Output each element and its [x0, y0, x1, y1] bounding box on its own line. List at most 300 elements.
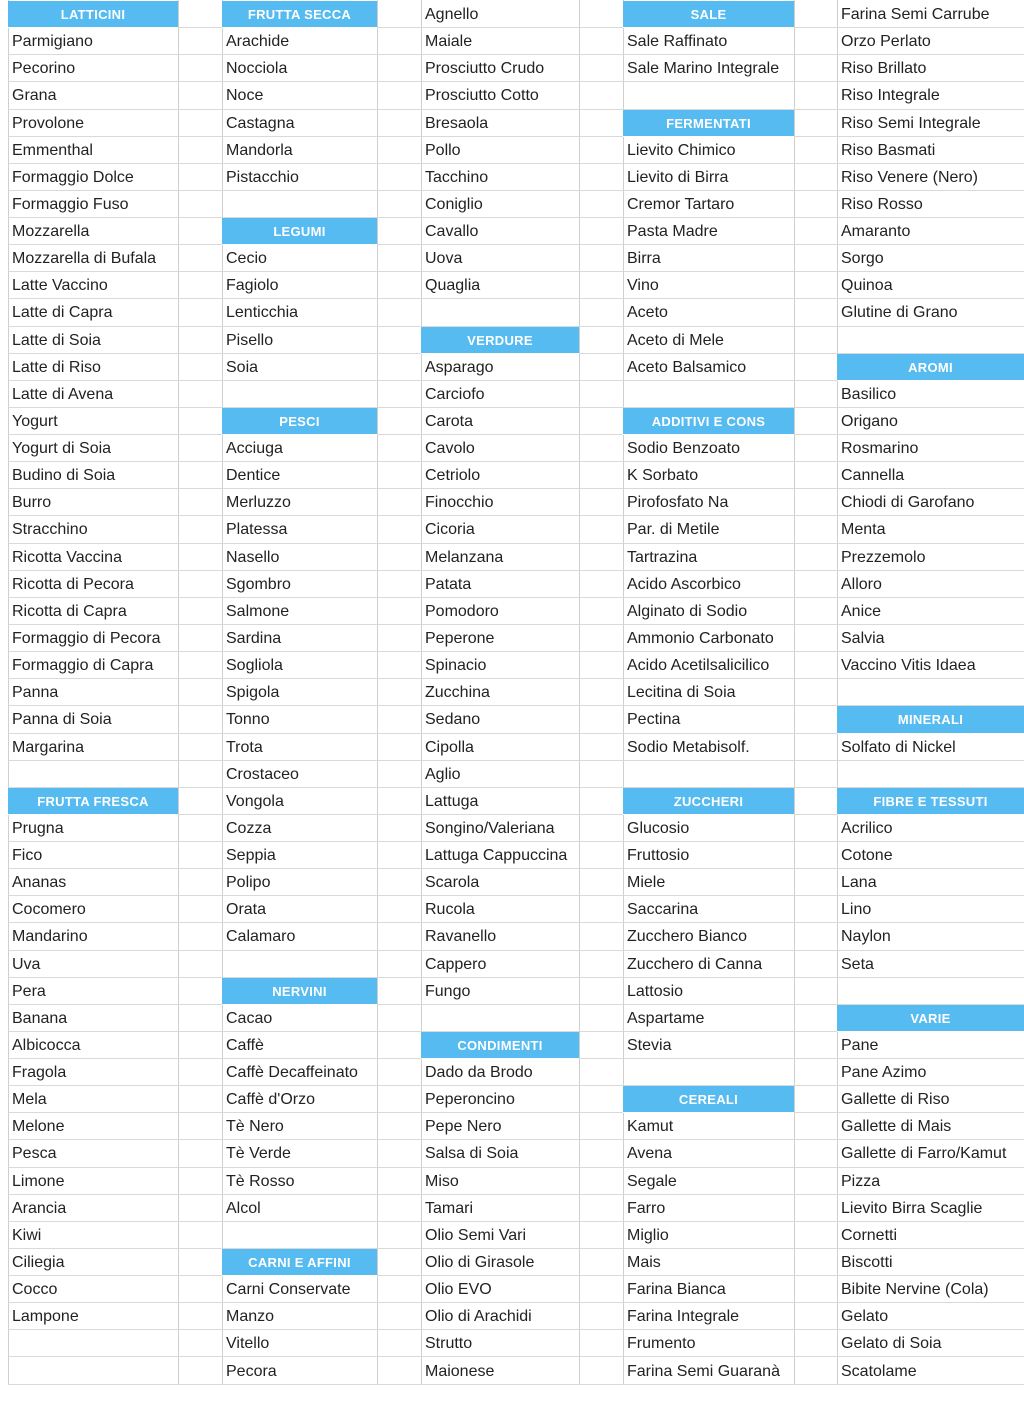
gap-cell — [794, 1113, 837, 1140]
gap-cell — [579, 951, 623, 978]
food-item: Gallette di Mais — [837, 1113, 1024, 1140]
food-item: Lattuga Cappuccina — [421, 842, 579, 869]
food-item: Noce — [222, 82, 377, 109]
gap-cell — [794, 272, 837, 299]
food-item: Gallette di Riso — [837, 1086, 1024, 1113]
gap-cell — [579, 1086, 623, 1113]
food-item: Mandarino — [8, 923, 178, 950]
gap-cell — [377, 1195, 421, 1222]
gap-cell — [579, 1059, 623, 1086]
gap-cell — [377, 896, 421, 923]
gap-cell — [579, 327, 623, 354]
empty-cell — [222, 1222, 377, 1249]
food-item: Arancia — [8, 1195, 178, 1222]
gap-cell — [579, 869, 623, 896]
gap-cell — [794, 625, 837, 652]
gap-cell — [579, 706, 623, 733]
gap-cell — [794, 1059, 837, 1086]
food-item: Sale Marino Integrale — [623, 55, 794, 82]
food-item: Fagiolo — [222, 272, 377, 299]
empty-cell — [8, 1358, 178, 1385]
food-item: Olio di Arachidi — [421, 1303, 579, 1330]
food-item: Alloro — [837, 571, 1024, 598]
gap-cell — [579, 191, 623, 218]
food-item: Aglio — [421, 761, 579, 788]
gap-cell — [794, 1168, 837, 1195]
gap-cell — [794, 245, 837, 272]
gap-cell — [377, 1086, 421, 1113]
food-item: Caffè — [222, 1032, 377, 1059]
food-item: Spinacio — [421, 652, 579, 679]
food-item: Cannella — [837, 462, 1024, 489]
gap-cell — [377, 706, 421, 733]
food-item: Lievito Chimico — [623, 137, 794, 164]
gap-cell — [579, 544, 623, 571]
food-item: Carni Conservate — [222, 1276, 377, 1303]
gap-cell — [377, 679, 421, 706]
gap-cell — [377, 327, 421, 354]
gap-cell — [178, 679, 222, 706]
food-item: Platessa — [222, 516, 377, 543]
food-item: Crostaceo — [222, 761, 377, 788]
empty-cell — [623, 82, 794, 109]
food-item: Ammonio Carbonato — [623, 625, 794, 652]
food-item: Peperone — [421, 625, 579, 652]
gap-cell — [377, 1330, 421, 1357]
gap-cell — [377, 1303, 421, 1330]
food-item: Miglio — [623, 1222, 794, 1249]
food-item: Prosciutto Crudo — [421, 55, 579, 82]
food-item: Cicoria — [421, 516, 579, 543]
gap-cell — [178, 164, 222, 191]
gap-cell — [178, 1, 222, 28]
food-item: Seta — [837, 951, 1024, 978]
food-item: Formaggio di Capra — [8, 652, 178, 679]
food-item: Parmigiano — [8, 28, 178, 55]
gap-cell — [178, 923, 222, 950]
food-item: Stracchino — [8, 516, 178, 543]
food-item: Finocchio — [421, 489, 579, 516]
gap-cell — [178, 1249, 222, 1276]
empty-cell — [8, 1330, 178, 1357]
food-item: Orata — [222, 896, 377, 923]
gap-cell — [377, 110, 421, 137]
gap-cell — [377, 1059, 421, 1086]
gap-cell — [794, 462, 837, 489]
food-item: Cappero — [421, 951, 579, 978]
gap-cell — [178, 788, 222, 815]
food-item: Nocciola — [222, 55, 377, 82]
gap-cell — [794, 1249, 837, 1276]
food-item: Segale — [623, 1168, 794, 1195]
food-item: Naylon — [837, 923, 1024, 950]
empty-cell — [837, 978, 1024, 1005]
food-item: Farina Integrale — [623, 1303, 794, 1330]
food-item: Uova — [421, 245, 579, 272]
food-item: Gallette di Farro/Kamut — [837, 1140, 1024, 1167]
gap-cell — [178, 299, 222, 326]
food-item: Pomodoro — [421, 598, 579, 625]
food-item: Pirofosfato Na — [623, 489, 794, 516]
gap-cell — [579, 625, 623, 652]
food-item: Prosciutto Cotto — [421, 82, 579, 109]
gap-cell — [377, 218, 421, 245]
gap-cell — [579, 28, 623, 55]
food-item: Ravanello — [421, 923, 579, 950]
food-item: Bresaola — [421, 110, 579, 137]
food-item: Arachide — [222, 28, 377, 55]
food-item: Budino di Soia — [8, 462, 178, 489]
gap-cell — [794, 55, 837, 82]
food-item: Solfato di Nickel — [837, 734, 1024, 761]
gap-cell — [579, 516, 623, 543]
gap-cell — [178, 1358, 222, 1385]
food-item: Tonno — [222, 706, 377, 733]
gap-cell — [178, 571, 222, 598]
food-item: Polipo — [222, 869, 377, 896]
gap-cell — [794, 951, 837, 978]
food-item: Pectina — [623, 706, 794, 733]
category-header: MINERALI — [837, 706, 1024, 733]
food-item: Lana — [837, 869, 1024, 896]
food-item: Trota — [222, 734, 377, 761]
food-item: Cozza — [222, 815, 377, 842]
food-item: Pasta Madre — [623, 218, 794, 245]
food-item: Ricotta Vaccina — [8, 544, 178, 571]
food-item: Aceto — [623, 299, 794, 326]
food-item: Glutine di Grano — [837, 299, 1024, 326]
food-item: Chiodi di Garofano — [837, 489, 1024, 516]
gap-cell — [794, 788, 837, 815]
gap-cell — [579, 435, 623, 462]
food-item: Peperoncino — [421, 1086, 579, 1113]
gap-cell — [178, 245, 222, 272]
food-item: Olio EVO — [421, 1276, 579, 1303]
gap-cell — [178, 110, 222, 137]
food-item: Songino/Valeriana — [421, 815, 579, 842]
food-item: Zucchero di Canna — [623, 951, 794, 978]
gap-cell — [579, 788, 623, 815]
gap-cell — [794, 516, 837, 543]
gap-cell — [794, 408, 837, 435]
food-item: Riso Rosso — [837, 191, 1024, 218]
gap-cell — [377, 951, 421, 978]
food-item: Melanzana — [421, 544, 579, 571]
gap-cell — [579, 408, 623, 435]
food-item: Quinoa — [837, 272, 1024, 299]
food-item: Dentice — [222, 462, 377, 489]
gap-cell — [579, 55, 623, 82]
gap-cell — [579, 489, 623, 516]
gap-cell — [794, 28, 837, 55]
food-item: Lievito di Birra — [623, 164, 794, 191]
gap-cell — [178, 1140, 222, 1167]
food-item: Sodio Benzoato — [623, 435, 794, 462]
food-item: Saccarina — [623, 896, 794, 923]
gap-cell — [794, 734, 837, 761]
food-item: Panna di Soia — [8, 706, 178, 733]
food-item: Aspartame — [623, 1005, 794, 1032]
gap-cell — [794, 1195, 837, 1222]
food-item: Strutto — [421, 1330, 579, 1357]
gap-cell — [579, 571, 623, 598]
food-item: Cetriolo — [421, 462, 579, 489]
food-item: Banana — [8, 1005, 178, 1032]
gap-cell — [178, 1005, 222, 1032]
food-item: Kamut — [623, 1113, 794, 1140]
food-item: Pera — [8, 978, 178, 1005]
gap-cell — [579, 1, 623, 28]
gap-cell — [178, 462, 222, 489]
category-header: ADDITIVI E CONS — [623, 408, 794, 435]
gap-cell — [579, 679, 623, 706]
gap-cell — [794, 1140, 837, 1167]
food-item: Emmenthal — [8, 137, 178, 164]
food-item: Pane — [837, 1032, 1024, 1059]
food-item: Birra — [623, 245, 794, 272]
gap-cell — [178, 408, 222, 435]
gap-cell — [377, 28, 421, 55]
category-header: PESCI — [222, 408, 377, 435]
category-header: SALE — [623, 1, 794, 28]
food-item: Riso Basmati — [837, 137, 1024, 164]
gap-cell — [178, 327, 222, 354]
food-item: Grana — [8, 82, 178, 109]
food-item: Pollo — [421, 137, 579, 164]
food-item: Nasello — [222, 544, 377, 571]
food-item: Prezzemolo — [837, 544, 1024, 571]
empty-cell — [421, 1005, 579, 1032]
gap-cell — [579, 923, 623, 950]
gap-cell — [794, 544, 837, 571]
gap-cell — [178, 869, 222, 896]
food-item: Basilico — [837, 381, 1024, 408]
food-item: Lattuga — [421, 788, 579, 815]
food-item: Miso — [421, 1168, 579, 1195]
gap-cell — [178, 82, 222, 109]
food-item: Caffè Decaffeinato — [222, 1059, 377, 1086]
gap-cell — [377, 1140, 421, 1167]
food-item: Vino — [623, 272, 794, 299]
food-item: Farro — [623, 1195, 794, 1222]
gap-cell — [178, 734, 222, 761]
gap-cell — [377, 1358, 421, 1385]
food-item: Riso Semi Integrale — [837, 110, 1024, 137]
food-item: Caffè d'Orzo — [222, 1086, 377, 1113]
food-item: Acido Ascorbico — [623, 571, 794, 598]
category-header: LATTICINI — [8, 1, 178, 28]
food-item: K Sorbato — [623, 462, 794, 489]
gap-cell — [579, 896, 623, 923]
gap-cell — [178, 218, 222, 245]
gap-cell — [178, 381, 222, 408]
food-item: Salsa di Soia — [421, 1140, 579, 1167]
food-item: Latte di Avena — [8, 381, 178, 408]
gap-cell — [579, 1276, 623, 1303]
food-item: Farina Semi Guaranà — [623, 1358, 794, 1385]
gap-cell — [579, 815, 623, 842]
food-item: Soia — [222, 354, 377, 381]
food-item: Latte Vaccino — [8, 272, 178, 299]
gap-cell — [794, 1358, 837, 1385]
food-item: Lampone — [8, 1303, 178, 1330]
gap-cell — [178, 435, 222, 462]
food-item: Bibite Nervine (Cola) — [837, 1276, 1024, 1303]
gap-cell — [579, 272, 623, 299]
empty-cell — [837, 761, 1024, 788]
gap-cell — [178, 1195, 222, 1222]
empty-cell — [837, 327, 1024, 354]
food-item: Scatolame — [837, 1358, 1024, 1385]
food-item: Farina Bianca — [623, 1276, 794, 1303]
gap-cell — [579, 652, 623, 679]
gap-cell — [178, 1032, 222, 1059]
food-item: Cavallo — [421, 218, 579, 245]
gap-cell — [377, 1249, 421, 1276]
food-item: Alginato di Sodio — [623, 598, 794, 625]
food-item: Salvia — [837, 625, 1024, 652]
food-item: Fico — [8, 842, 178, 869]
food-item: Avena — [623, 1140, 794, 1167]
food-item: Seppia — [222, 842, 377, 869]
gap-cell — [579, 299, 623, 326]
gap-cell — [377, 137, 421, 164]
gap-cell — [794, 571, 837, 598]
gap-cell — [377, 489, 421, 516]
gap-cell — [579, 218, 623, 245]
food-item: Tartrazina — [623, 544, 794, 571]
food-item: Alcol — [222, 1195, 377, 1222]
category-header: VERDURE — [421, 327, 579, 354]
food-item: Amaranto — [837, 218, 1024, 245]
food-item: Biscotti — [837, 1249, 1024, 1276]
gap-cell — [579, 164, 623, 191]
food-item: Dado da Brodo — [421, 1059, 579, 1086]
food-item: Sgombro — [222, 571, 377, 598]
food-item: Scarola — [421, 869, 579, 896]
empty-cell — [8, 761, 178, 788]
food-item: Acrilico — [837, 815, 1024, 842]
gap-cell — [178, 1086, 222, 1113]
food-item: Patata — [421, 571, 579, 598]
gap-cell — [377, 815, 421, 842]
food-item: Rucola — [421, 896, 579, 923]
food-item: Ananas — [8, 869, 178, 896]
gap-cell — [579, 1032, 623, 1059]
gap-cell — [794, 327, 837, 354]
gap-cell — [579, 462, 623, 489]
food-item: Sodio Metabisolf. — [623, 734, 794, 761]
gap-cell — [579, 1168, 623, 1195]
food-item: Melone — [8, 1113, 178, 1140]
gap-cell — [377, 652, 421, 679]
food-item: Provolone — [8, 110, 178, 137]
empty-cell — [222, 381, 377, 408]
food-item: Sorgo — [837, 245, 1024, 272]
gap-cell — [377, 625, 421, 652]
food-item: Cacao — [222, 1005, 377, 1032]
food-item: Formaggio di Pecora — [8, 625, 178, 652]
gap-cell — [794, 598, 837, 625]
food-item: Cornetti — [837, 1222, 1024, 1249]
gap-cell — [377, 788, 421, 815]
gap-cell — [377, 408, 421, 435]
food-item: Asparago — [421, 354, 579, 381]
food-item: Aceto di Mele — [623, 327, 794, 354]
food-item: Mais — [623, 1249, 794, 1276]
gap-cell — [377, 164, 421, 191]
food-item: Tè Nero — [222, 1113, 377, 1140]
gap-cell — [178, 489, 222, 516]
food-item: Anice — [837, 598, 1024, 625]
gap-cell — [377, 1222, 421, 1249]
food-item: Menta — [837, 516, 1024, 543]
gap-cell — [579, 598, 623, 625]
gap-cell — [377, 761, 421, 788]
food-item: Yogurt — [8, 408, 178, 435]
food-item: Albicocca — [8, 1032, 178, 1059]
food-item: Cavolo — [421, 435, 579, 462]
food-item: Cocco — [8, 1276, 178, 1303]
gap-cell — [579, 1330, 623, 1357]
empty-cell — [222, 951, 377, 978]
gap-cell — [178, 598, 222, 625]
gap-cell — [178, 761, 222, 788]
food-item: Pane Azimo — [837, 1059, 1024, 1086]
gap-cell — [579, 110, 623, 137]
food-item: Burro — [8, 489, 178, 516]
gap-cell — [794, 1303, 837, 1330]
food-item: Latte di Riso — [8, 354, 178, 381]
food-item: Limone — [8, 1168, 178, 1195]
food-item: Tamari — [421, 1195, 579, 1222]
food-item: Farina Semi Carrube — [837, 1, 1024, 28]
empty-cell — [623, 381, 794, 408]
empty-cell — [623, 1059, 794, 1086]
gap-cell — [579, 1222, 623, 1249]
gap-cell — [178, 652, 222, 679]
gap-cell — [794, 652, 837, 679]
food-item: Vitello — [222, 1330, 377, 1357]
gap-cell — [377, 1113, 421, 1140]
gap-cell — [794, 1, 837, 28]
gap-cell — [794, 815, 837, 842]
food-item: Fragola — [8, 1059, 178, 1086]
food-item: Coniglio — [421, 191, 579, 218]
gap-cell — [794, 706, 837, 733]
gap-cell — [377, 842, 421, 869]
food-item: Cremor Tartaro — [623, 191, 794, 218]
food-item: Ciliegia — [8, 1249, 178, 1276]
food-item: Cecio — [222, 245, 377, 272]
food-item: Latte di Soia — [8, 327, 178, 354]
gap-cell — [794, 489, 837, 516]
food-item: Pecorino — [8, 55, 178, 82]
food-item: Pesca — [8, 1140, 178, 1167]
food-item: Vaccino Vitis Idaea — [837, 652, 1024, 679]
gap-cell — [794, 842, 837, 869]
gap-cell — [794, 435, 837, 462]
food-item: Orzo Perlato — [837, 28, 1024, 55]
gap-cell — [794, 381, 837, 408]
gap-cell — [579, 978, 623, 1005]
food-item: Olio Semi Vari — [421, 1222, 579, 1249]
food-item: Tè Rosso — [222, 1168, 377, 1195]
gap-cell — [178, 1303, 222, 1330]
food-item: Pecora — [222, 1358, 377, 1385]
gap-cell — [579, 1140, 623, 1167]
food-item: Kiwi — [8, 1222, 178, 1249]
